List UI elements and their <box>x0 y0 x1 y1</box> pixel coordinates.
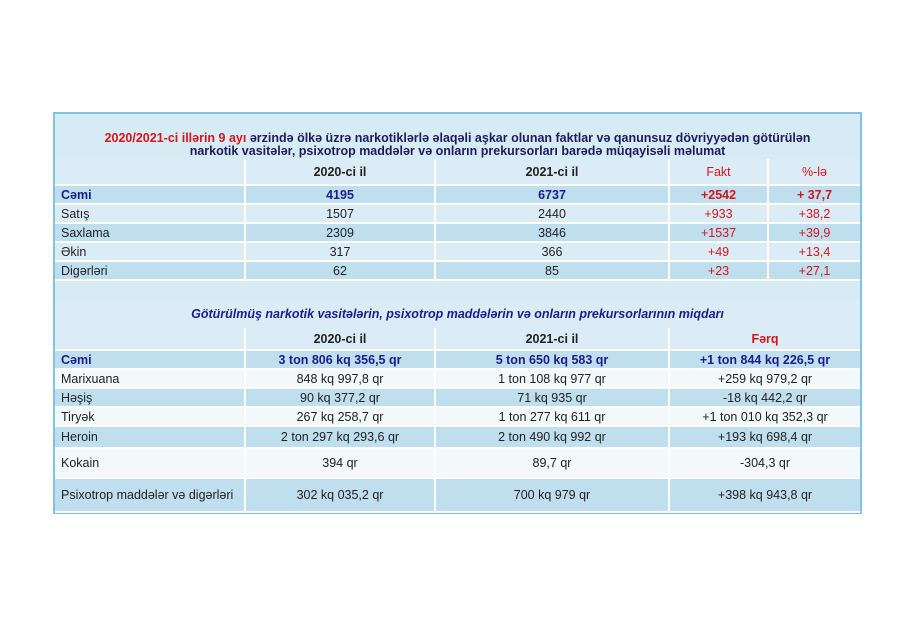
quantities-cell-diff: -304,3 qr <box>669 448 860 478</box>
quantities-cell-2020: 2 ton 297 kq 293,6 qr <box>245 426 435 448</box>
title-line2: narkotik vasitələr, psixotrop maddələr və onların prekursorları barədə müqayisəli məlumat <box>189 144 726 158</box>
facts-row-total <box>55 185 860 204</box>
quantities-row-total <box>55 350 860 369</box>
quantities-header-2020: 2020-ci il <box>245 328 435 350</box>
quantities-cell-2020: 90 kq 377,2 qr <box>245 388 435 407</box>
facts-cell-2021: 2440 <box>435 204 669 223</box>
quantities-cell-2020: 394 qr <box>245 448 435 478</box>
facts-cell-2020: 62 <box>245 261 435 280</box>
quantities-cell-diff: +193 kq 698,4 qr <box>669 426 860 448</box>
quantities-row <box>55 448 860 478</box>
quantities-cell-2020: 3 ton 806 kq 356,5 qr <box>245 350 435 369</box>
facts-table <box>55 159 860 281</box>
facts-cell-fakt: +933 <box>669 204 768 223</box>
facts-cell-fakt: +49 <box>669 242 768 261</box>
quantities-row-label: Həşiş <box>55 388 245 407</box>
quantities-row-label: Kokain <box>55 448 245 478</box>
facts-cell-pct: +13,4 <box>768 242 860 261</box>
quantities-cell-2021: 2 ton 490 kq 992 qr <box>435 426 669 448</box>
facts-cell-fakt: +1537 <box>669 223 768 242</box>
facts-cell-fakt: +23 <box>669 261 768 280</box>
quantities-cell-diff: +398 kq 943,8 qr <box>669 478 860 512</box>
quantities-header-row <box>55 328 860 350</box>
quantities-cell-2021: 1 ton 277 kq 611 qr <box>435 407 669 426</box>
facts-row-label: Digərləri <box>55 261 245 280</box>
quantities-row <box>55 407 860 426</box>
facts-cell-2021: 85 <box>435 261 669 280</box>
facts-row-label: Əkin <box>55 242 245 261</box>
quantities-row <box>55 369 860 388</box>
info-table-frame <box>53 112 862 514</box>
facts-header-2020: 2020-ci il <box>245 159 435 185</box>
facts-cell-2020: 4195 <box>245 185 435 204</box>
facts-row <box>55 242 860 261</box>
facts-cell-pct: +39,9 <box>768 223 860 242</box>
facts-cell-2021: 366 <box>435 242 669 261</box>
facts-row-label: Saxlama <box>55 223 245 242</box>
facts-cell-2020: 1507 <box>245 204 435 223</box>
quantities-row-label: Marixuana <box>55 369 245 388</box>
facts-header-row <box>55 159 860 185</box>
quantities-cell-2021: 700 kq 979 qr <box>435 478 669 512</box>
quantities-table <box>55 328 860 513</box>
quantities-header-empty <box>55 328 245 350</box>
quantities-cell-diff: +259 kq 979,2 qr <box>669 369 860 388</box>
quantities-cell-diff: +1 ton 010 kq 352,3 qr <box>669 407 860 426</box>
facts-row-label: Cəmi <box>55 185 245 204</box>
facts-cell-pct: +38,2 <box>768 204 860 223</box>
quantities-row-label: Tiryək <box>55 407 245 426</box>
facts-row <box>55 223 860 242</box>
quantities-cell-diff: -18 kq 442,2 qr <box>669 388 860 407</box>
quantities-header-2021: 2021-ci il <box>435 328 669 350</box>
table-title <box>55 132 860 158</box>
facts-row-label: Satış <box>55 204 245 223</box>
quantities-cell-2020: 848 kq 997,8 qr <box>245 369 435 388</box>
quantities-subtitle: Götürülmüş narkotik vasitələrin, psixotrop maddələrin və onların prekursorlarının miqdarı <box>55 301 860 328</box>
facts-header-fakt: Fakt <box>669 159 768 185</box>
title-highlight: 2020/2021-ci illərin 9 ayı <box>104 131 247 145</box>
quantities-cell-diff: +1 ton 844 kq 226,5 qr <box>669 350 860 369</box>
facts-cell-2021: 3846 <box>435 223 669 242</box>
facts-header-pct: %-lə <box>768 159 860 185</box>
facts-cell-fakt: +2542 <box>669 185 768 204</box>
quantities-cell-2021: 1 ton 108 kq 977 qr <box>435 369 669 388</box>
quantities-row-label: Cəmi <box>55 350 245 369</box>
quantities-cell-2020: 267 kq 258,7 qr <box>245 407 435 426</box>
title-line1-rest: ərzində ölkə üzrə narkotiklərlə əlaqəli aşkar olunan faktlar və qanunsuz dövriyyədən götürülən <box>246 131 811 145</box>
quantities-row <box>55 388 860 407</box>
quantities-row <box>55 478 860 512</box>
quantities-cell-2021: 89,7 qr <box>435 448 669 478</box>
facts-row <box>55 204 860 223</box>
facts-cell-2020: 317 <box>245 242 435 261</box>
facts-cell-pct: + 37,7 <box>768 185 860 204</box>
facts-cell-2020: 2309 <box>245 223 435 242</box>
facts-header-empty <box>55 159 245 185</box>
quantities-row-label: Psixotrop maddələr və digərləri <box>55 478 245 512</box>
facts-header-2021: 2021-ci il <box>435 159 669 185</box>
quantities-cell-2021: 5 ton 650 kq 583 qr <box>435 350 669 369</box>
facts-row <box>55 261 860 280</box>
quantities-cell-2021: 71 kq 935 qr <box>435 388 669 407</box>
quantities-row-label: Heroin <box>55 426 245 448</box>
quantities-cell-2020: 302 kq 035,2 qr <box>245 478 435 512</box>
facts-cell-pct: +27,1 <box>768 261 860 280</box>
quantities-header-ferq: Fərq <box>669 328 860 350</box>
quantities-row <box>55 426 860 448</box>
facts-cell-2021: 6737 <box>435 185 669 204</box>
